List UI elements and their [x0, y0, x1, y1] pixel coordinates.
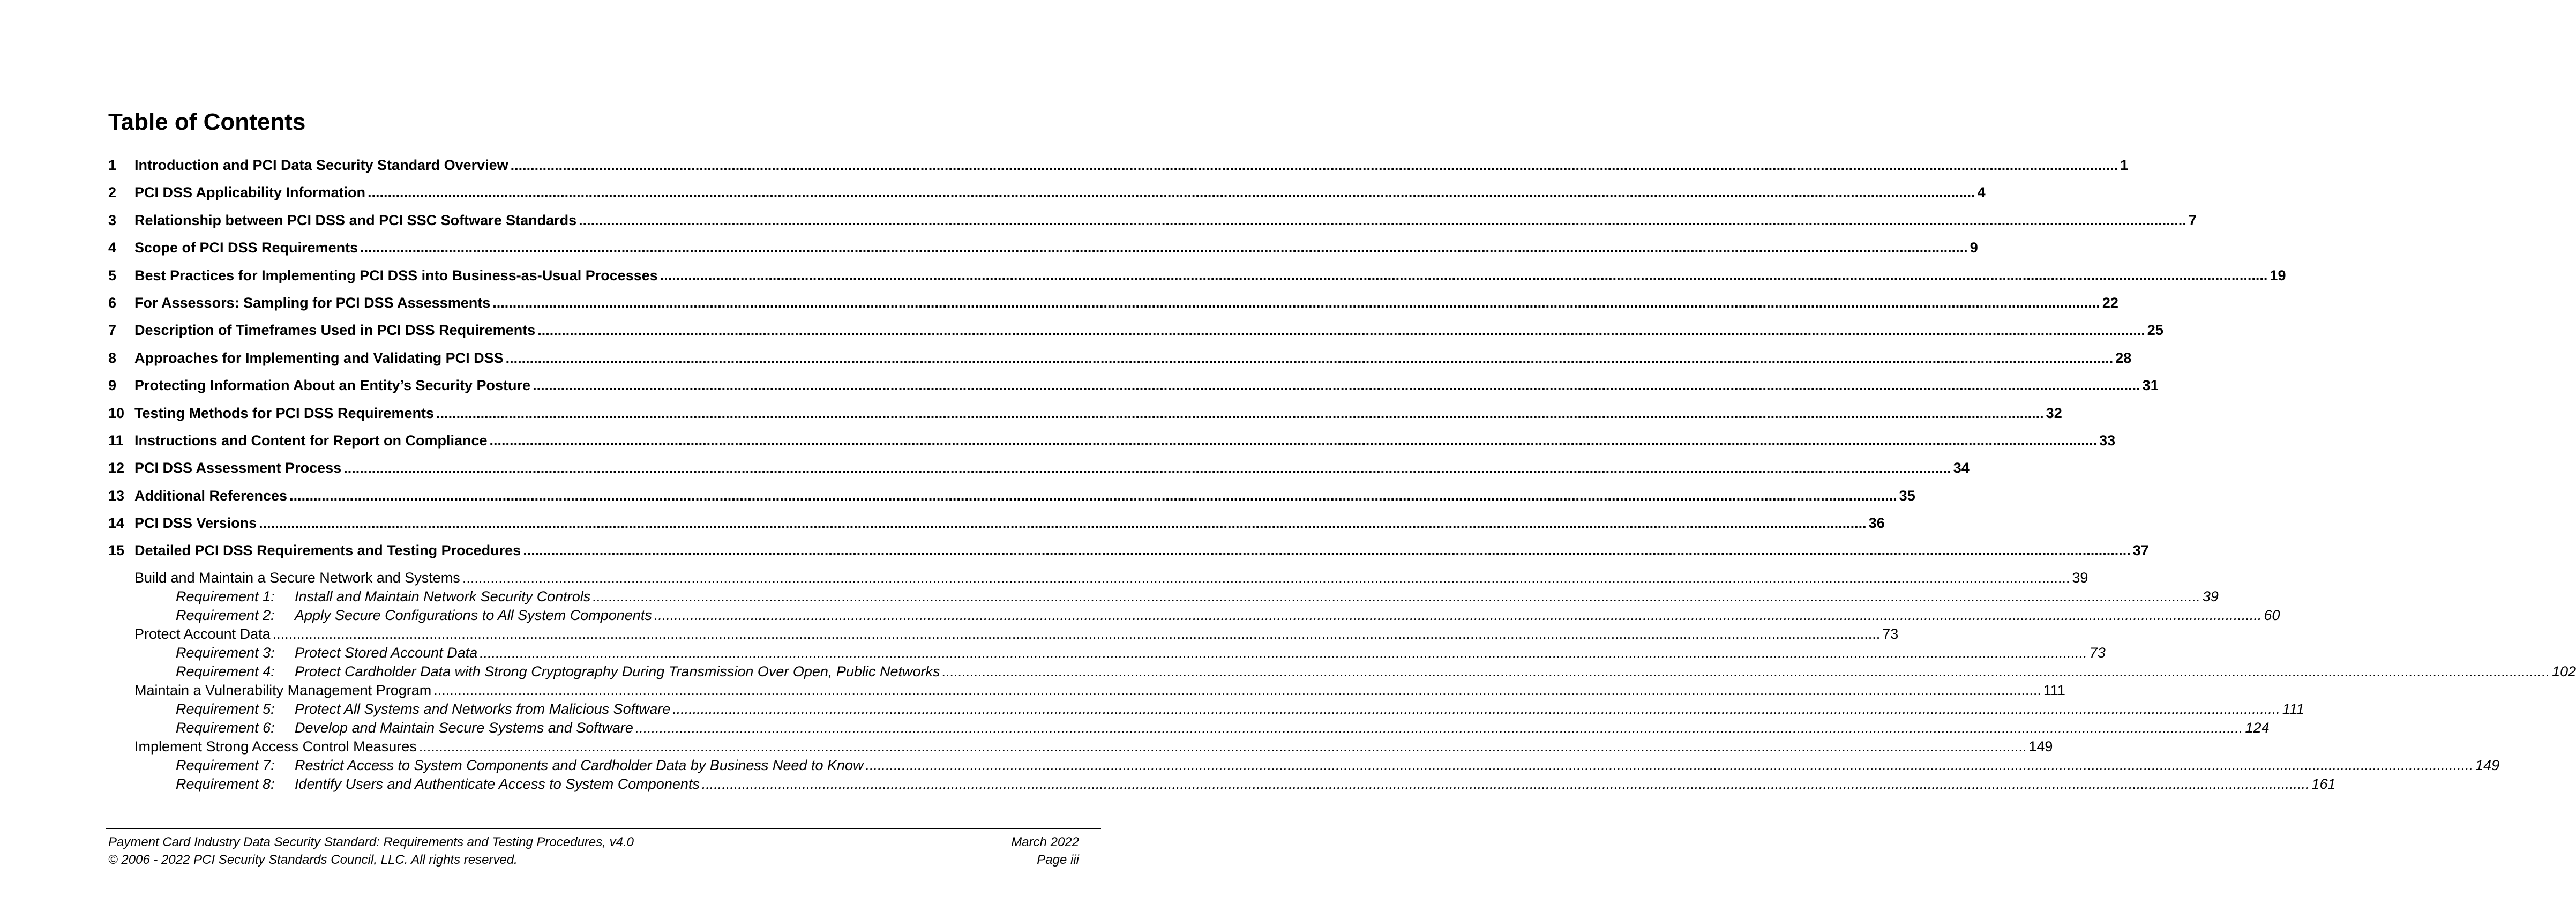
- section-page-number: 7: [2188, 212, 2197, 228]
- section-number: 13: [108, 487, 125, 504]
- dot-leader: ................................................................................................................................................................................................................................................................................................................................................................................................................: [462, 569, 2070, 586]
- requirement-title: Install and Maintain Network Security Controls: [295, 588, 591, 604]
- footer-divider: [106, 828, 1101, 829]
- toc-requirement-7[interactable]: [108, 756, 2500, 775]
- dot-leader: ................................................................................................................................................................................................................................................................................................................................................................................................................: [942, 663, 2550, 679]
- requirement-page-number: 39: [2202, 588, 2219, 604]
- dot-leader: ................................................................................................................................................................................................................................................................................................................................................................................................................: [505, 349, 2114, 366]
- requirement-label: Requirement 5:: [176, 700, 275, 717]
- toc-requirement-4[interactable]: [108, 662, 2576, 681]
- toc-requirement-6[interactable]: [108, 719, 2270, 737]
- toc-section-3[interactable]: [108, 207, 2197, 234]
- dot-leader: ................................................................................................................................................................................................................................................................................................................................................................................................................: [672, 700, 2280, 717]
- requirement-title: Restrict Access to System Components and Cardholder Data by Business Need to Know: [295, 757, 864, 773]
- dot-leader: ................................................................................................................................................................................................................................................................................................................................................................................................................: [272, 625, 1881, 642]
- requirement-page-number: 149: [2475, 757, 2500, 773]
- section-title: Approaches for Implementing and Validating PCI DSS: [134, 349, 504, 366]
- toc-section-6[interactable]: [108, 289, 2118, 317]
- toc-requirement-1[interactable]: [108, 587, 2219, 606]
- group-page-number: 73: [1882, 625, 1899, 642]
- section-page-number: 33: [2099, 432, 2116, 449]
- dot-leader: ................................................................................................................................................................................................................................................................................................................................................................................................................: [436, 405, 2044, 421]
- toc-requirement-2[interactable]: [108, 606, 2280, 625]
- section-page-number: 19: [2270, 267, 2286, 283]
- section-number: 3: [108, 212, 117, 228]
- section-page-number: 22: [2102, 294, 2118, 311]
- toc-group-protect-account-data[interactable]: [108, 625, 1899, 644]
- toc-section-2[interactable]: [108, 179, 1986, 206]
- section-number: 4: [108, 240, 117, 256]
- group-page-number: 39: [2072, 569, 2088, 586]
- footer-row-1: [108, 833, 1079, 851]
- section-title: Description of Timeframes Used in PCI DSS Requirements: [134, 322, 536, 339]
- dot-leader: ................................................................................................................................................................................................................................................................................................................................................................................................................: [510, 157, 2118, 173]
- dot-leader: ................................................................................................................................................................................................................................................................................................................................................................................................................: [259, 515, 1867, 532]
- section-page-number: 32: [2046, 405, 2062, 421]
- section-title: Introduction and PCI Data Security Standard Overview: [134, 157, 508, 173]
- requirement-label: Requirement 1:: [176, 588, 275, 604]
- section-title: Detailed PCI DSS Requirements and Testing Procedures: [134, 542, 521, 559]
- group-page-number: 149: [2028, 738, 2053, 755]
- toc-section-4[interactable]: [108, 234, 1978, 262]
- dot-leader: ................................................................................................................................................................................................................................................................................................................................................................................................................: [701, 775, 2310, 792]
- dot-leader: ................................................................................................................................................................................................................................................................................................................................................................................................................: [865, 757, 2474, 773]
- toc-section-9[interactable]: [108, 372, 2159, 399]
- requirement-title: Protect Stored Account Data: [295, 644, 478, 661]
- section-number: 14: [108, 515, 125, 532]
- dot-leader: ................................................................................................................................................................................................................................................................................................................................................................................................................: [433, 682, 2041, 698]
- toc-requirement-3[interactable]: [108, 644, 2106, 662]
- section-page-number: 25: [2147, 322, 2163, 339]
- section-page-number: 9: [1970, 240, 1978, 256]
- section-page-number: 28: [2115, 349, 2132, 366]
- footer-row-2: [108, 851, 1079, 869]
- section-number: 12: [108, 460, 125, 476]
- section-number: 5: [108, 267, 117, 283]
- section-page-number: 34: [1953, 460, 1970, 476]
- toc-section-15[interactable]: [108, 537, 2149, 564]
- toc-requirement-5[interactable]: [108, 700, 2304, 719]
- section-title: Best Practices for Implementing PCI DSS into Business-as-Usual Processes: [134, 267, 658, 283]
- section-title: Testing Methods for PCI DSS Requirements: [134, 405, 435, 421]
- section-page-number: 4: [1977, 184, 1986, 201]
- section-number: 6: [108, 294, 117, 311]
- section-page-number: 36: [1868, 515, 1885, 532]
- group-title: Maintain a Vulnerability Management Program: [134, 682, 432, 698]
- toc-group-access-control[interactable]: [108, 737, 2053, 756]
- dot-leader: ................................................................................................................................................................................................................................................................................................................................................................................................................: [368, 184, 1975, 201]
- requirement-label: Requirement 4:: [176, 663, 275, 679]
- section-title: Instructions and Content for Report on Compliance: [134, 432, 488, 449]
- toc-section-1[interactable]: [108, 152, 2129, 179]
- toc-requirement-8[interactable]: [108, 775, 2336, 794]
- section-title: Scope of PCI DSS Requirements: [134, 240, 358, 256]
- requirement-page-number: 73: [2089, 644, 2106, 661]
- requirement-page-number: 111: [2282, 700, 2304, 717]
- section-number: 10: [108, 405, 125, 421]
- dot-leader: ................................................................................................................................................................................................................................................................................................................................................................................................................: [360, 240, 1968, 256]
- footer-date: March 2022: [1011, 835, 1079, 849]
- section-title: PCI DSS Applicability Information: [134, 184, 366, 201]
- dot-leader: ................................................................................................................................................................................................................................................................................................................................................................................................................: [343, 460, 1951, 476]
- section-title: Protecting Information About an Entity’s Security Posture: [134, 377, 531, 394]
- dot-leader: ................................................................................................................................................................................................................................................................................................................................................................................................................: [660, 267, 2268, 283]
- section-title: Additional References: [134, 487, 288, 504]
- dot-leader: ................................................................................................................................................................................................................................................................................................................................................................................................................: [593, 588, 2200, 604]
- requirement-page-number: 102: [2552, 663, 2576, 679]
- dot-leader: ................................................................................................................................................................................................................................................................................................................................................................................................................: [635, 719, 2243, 736]
- toc-section-12[interactable]: [108, 454, 1970, 482]
- dot-leader: ................................................................................................................................................................................................................................................................................................................................................................................................................: [418, 738, 2027, 755]
- dot-leader: ................................................................................................................................................................................................................................................................................................................................................................................................................: [492, 294, 2100, 311]
- dot-leader: ................................................................................................................................................................................................................................................................................................................................................................................................................: [537, 322, 2145, 339]
- dot-leader: ................................................................................................................................................................................................................................................................................................................................................................................................................: [579, 212, 2186, 228]
- dot-leader: ................................................................................................................................................................................................................................................................................................................................................................................................................: [523, 542, 2131, 559]
- section-page-number: 35: [1899, 487, 1915, 504]
- dot-leader: ................................................................................................................................................................................................................................................................................................................................................................................................................: [654, 607, 2262, 623]
- toc-section-5[interactable]: [108, 262, 2286, 289]
- section-page-number: 37: [2132, 542, 2149, 559]
- section-number: 9: [108, 377, 117, 394]
- toc-section-14[interactable]: [108, 510, 1885, 537]
- requirement-page-number: 161: [2311, 775, 2336, 792]
- toc-group-vulnerability-management[interactable]: [108, 681, 2065, 700]
- table-of-contents: [108, 152, 2576, 794]
- requirement-title: Identify Users and Authenticate Access to System Components: [295, 775, 700, 792]
- dot-leader: ................................................................................................................................................................................................................................................................................................................................................................................................................: [480, 644, 2087, 661]
- requirement-label: Requirement 7:: [176, 757, 275, 773]
- section-number: 15: [108, 542, 125, 559]
- section-number: 1: [108, 157, 117, 173]
- group-title: Protect Account Data: [134, 625, 271, 642]
- page-title: Table of Contents: [108, 109, 306, 135]
- group-title: Implement Strong Access Control Measures: [134, 738, 417, 755]
- requirement-page-number: 60: [2264, 607, 2280, 623]
- section-number: 2: [108, 184, 117, 201]
- section-title: Relationship between PCI DSS and PCI SSC Software Standards: [134, 212, 577, 228]
- section-number: 7: [108, 322, 117, 339]
- dot-leader: ................................................................................................................................................................................................................................................................................................................................................................................................................: [533, 377, 2140, 394]
- section-title: PCI DSS Assessment Process: [134, 460, 342, 476]
- requirement-title: Apply Secure Configurations to All System Components: [295, 607, 652, 623]
- section-number: 11: [108, 432, 124, 449]
- requirement-label: Requirement 8:: [176, 775, 275, 792]
- dot-leader: ................................................................................................................................................................................................................................................................................................................................................................................................................: [289, 487, 1897, 504]
- requirement-label: Requirement 3:: [176, 644, 275, 661]
- section-number: 8: [108, 349, 117, 366]
- group-title: Build and Maintain a Secure Network and Systems: [134, 569, 460, 586]
- toc-section-11[interactable]: [108, 427, 2116, 454]
- dot-leader: ................................................................................................................................................................................................................................................................................................................................................................................................................: [489, 432, 2098, 449]
- requirement-label: Requirement 2:: [176, 607, 275, 623]
- toc-section-8[interactable]: [108, 345, 2132, 372]
- group-page-number: 111: [2043, 682, 2065, 698]
- section-title: PCI DSS Versions: [134, 515, 257, 532]
- requirement-page-number: 124: [2245, 719, 2270, 736]
- footer-page-label: Page iii: [1037, 853, 1079, 867]
- section-page-number: 31: [2142, 377, 2159, 394]
- footer-copyright: © 2006 - 2022 PCI Security Standards Council, LLC. All rights reserved.: [108, 853, 518, 867]
- requirement-title: Develop and Maintain Secure Systems and Software: [295, 719, 633, 736]
- page-footer: [108, 833, 1079, 869]
- toc-section-13[interactable]: [108, 482, 1915, 510]
- toc-group-build-maintain-network[interactable]: [108, 569, 2088, 587]
- footer-document-title: Payment Card Industry Data Security Standard: Requirements and Testing Procedures, v4.0: [108, 835, 634, 849]
- toc-section-7[interactable]: [108, 317, 2163, 344]
- section-title: For Assessors: Sampling for PCI DSS Assessments: [134, 294, 491, 311]
- toc-section-10[interactable]: [108, 400, 2062, 427]
- requirement-title: Protect Cardholder Data with Strong Cryptography During Transmission Over Open, Public Networks: [295, 663, 940, 679]
- section-page-number: 1: [2120, 157, 2129, 173]
- requirement-label: Requirement 6:: [176, 719, 275, 736]
- requirement-title: Protect All Systems and Networks from Malicious Software: [295, 700, 671, 717]
